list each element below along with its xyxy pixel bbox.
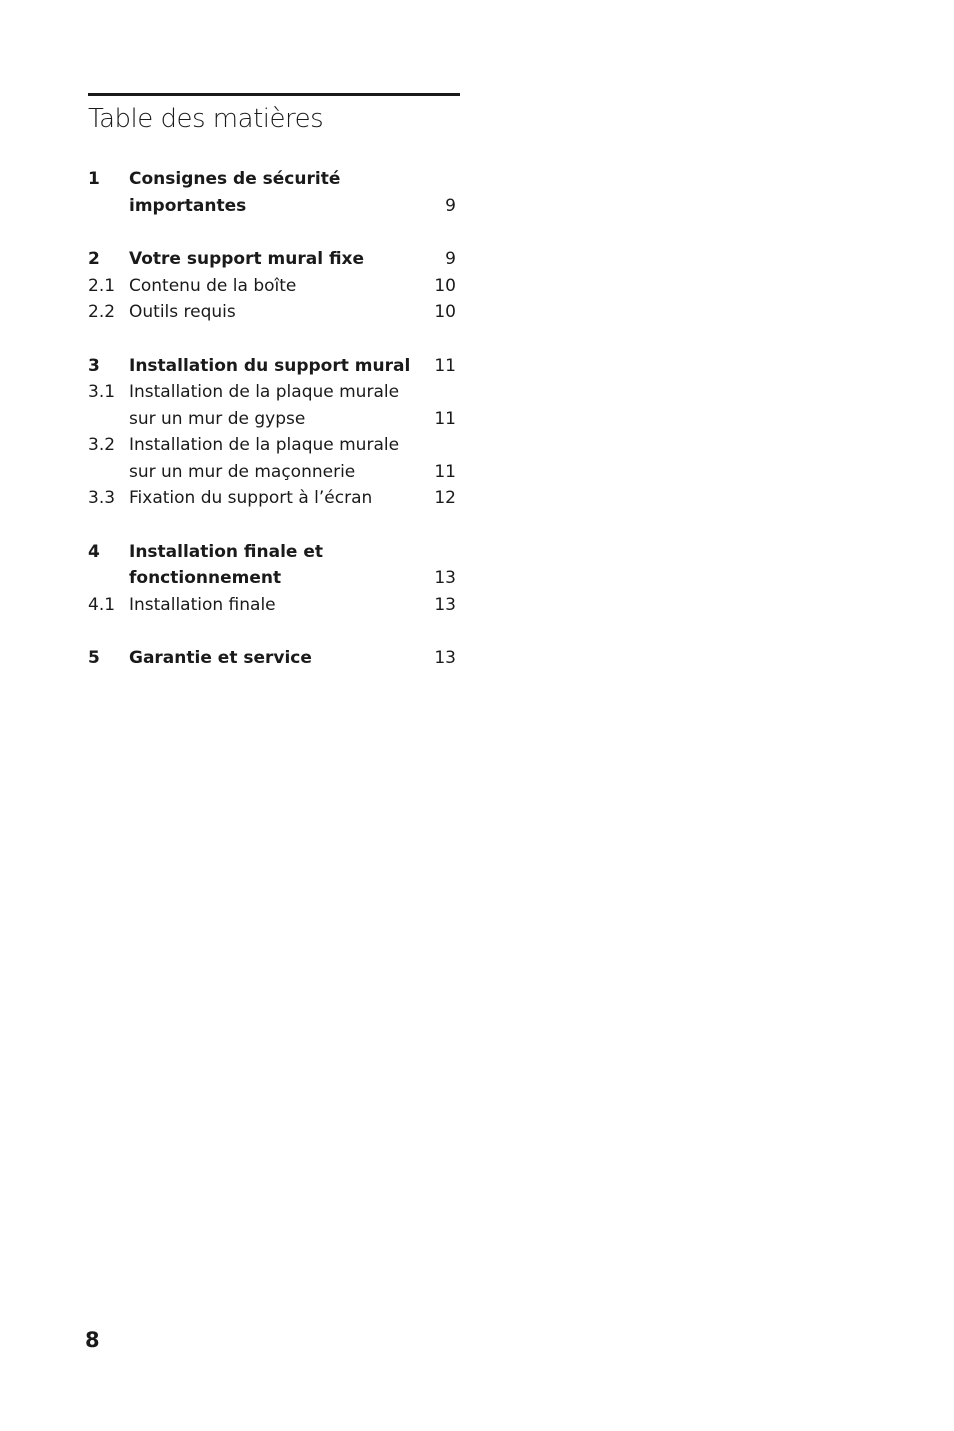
toc-entry-title-line: Installation finale [129, 594, 276, 615]
toc-entry-number: 4 [88, 541, 100, 562]
toc-entry-page: 9 [445, 249, 456, 269]
toc-entry-title-line: Installation de la plaque murale [129, 382, 400, 402]
toc-entry-page: 10 [434, 302, 456, 322]
toc-group [88, 166, 458, 219]
toc-entry-page: 12 [434, 488, 456, 508]
toc-entry-page: 13 [434, 568, 456, 588]
toc-entry-title [129, 485, 416, 512]
toc-group [88, 353, 458, 512]
toc-entry-title [129, 379, 416, 432]
toc-entry-page: 13 [434, 648, 456, 668]
toc-entry-title-line: sur un mur de maçonnerie [129, 461, 356, 482]
toc-entry-title-line: fonctionnement [129, 568, 282, 588]
toc-entry-number: 2.1 [88, 275, 116, 296]
toc-entry-title [129, 273, 416, 300]
toc-entry-title-line: Installation de la plaque murale [129, 435, 400, 455]
toc-entry-title [129, 166, 416, 219]
toc-entry-page: 11 [434, 408, 456, 429]
toc-entry-title [129, 299, 416, 326]
toc-section-entry[interactable] [88, 432, 458, 485]
toc-chapter-entry[interactable] [88, 353, 458, 380]
page-title: Table des matières [88, 104, 324, 134]
toc-chapter-entry[interactable] [88, 539, 458, 592]
toc-entry-number: 3.3 [88, 488, 116, 508]
toc-chapter-entry[interactable] [88, 246, 458, 273]
toc-entry-number: 3.2 [88, 435, 116, 455]
toc-entry-title-line: Installation du support mural [129, 355, 411, 376]
toc-group [88, 645, 458, 672]
toc-section-entry[interactable] [88, 485, 458, 512]
toc-section-entry[interactable] [88, 273, 458, 300]
toc-section-entry[interactable] [88, 379, 458, 432]
toc-entry-page: 10 [434, 275, 456, 296]
toc-entry-title-line: Fixation du support à l’écran [129, 488, 373, 508]
toc-entry-title [129, 645, 416, 672]
toc-entry-title [129, 353, 416, 380]
toc-section-entry[interactable] [88, 299, 458, 326]
toc-entry-title-line: Outils requis [129, 302, 236, 322]
toc-entry-page: 11 [434, 355, 456, 376]
toc-entry-title [129, 592, 416, 619]
toc-entry-number: 2.2 [88, 302, 116, 322]
toc-entry-title-line: Consignes de sécurité [129, 169, 341, 189]
toc-section-entry[interactable] [88, 592, 458, 619]
toc-entry-page: 11 [434, 461, 456, 482]
toc-entry-number: 3.1 [88, 382, 116, 402]
table-of-contents [88, 166, 458, 699]
toc-entry-number: 2 [88, 249, 100, 269]
toc-entry-title-line: Contenu de la boîte [129, 275, 297, 296]
page-number: 8 [85, 1328, 100, 1352]
toc-entry-title-line: importantes [129, 195, 247, 216]
toc-entry-page: 13 [434, 594, 456, 615]
toc-chapter-entry[interactable] [88, 645, 458, 672]
toc-entry-number: 1 [88, 169, 100, 189]
toc-entry-number: 4.1 [88, 594, 116, 615]
toc-entry-title-line: Installation finale et [129, 541, 324, 562]
toc-entry-title-line: Garantie et service [129, 648, 312, 668]
toc-entry-title [129, 432, 416, 485]
toc-entry-title [129, 539, 416, 592]
toc-entry-number: 3 [88, 355, 100, 376]
title-rule [88, 93, 460, 96]
toc-entry-title [129, 246, 416, 273]
toc-entry-page: 9 [445, 195, 456, 216]
toc-group [88, 246, 458, 326]
toc-chapter-entry[interactable] [88, 166, 458, 219]
toc-entry-title-line: sur un mur de gypse [129, 408, 306, 429]
toc-entry-title-line: Votre support mural fixe [129, 249, 365, 269]
toc-entry-number: 5 [88, 648, 100, 668]
toc-group [88, 539, 458, 619]
